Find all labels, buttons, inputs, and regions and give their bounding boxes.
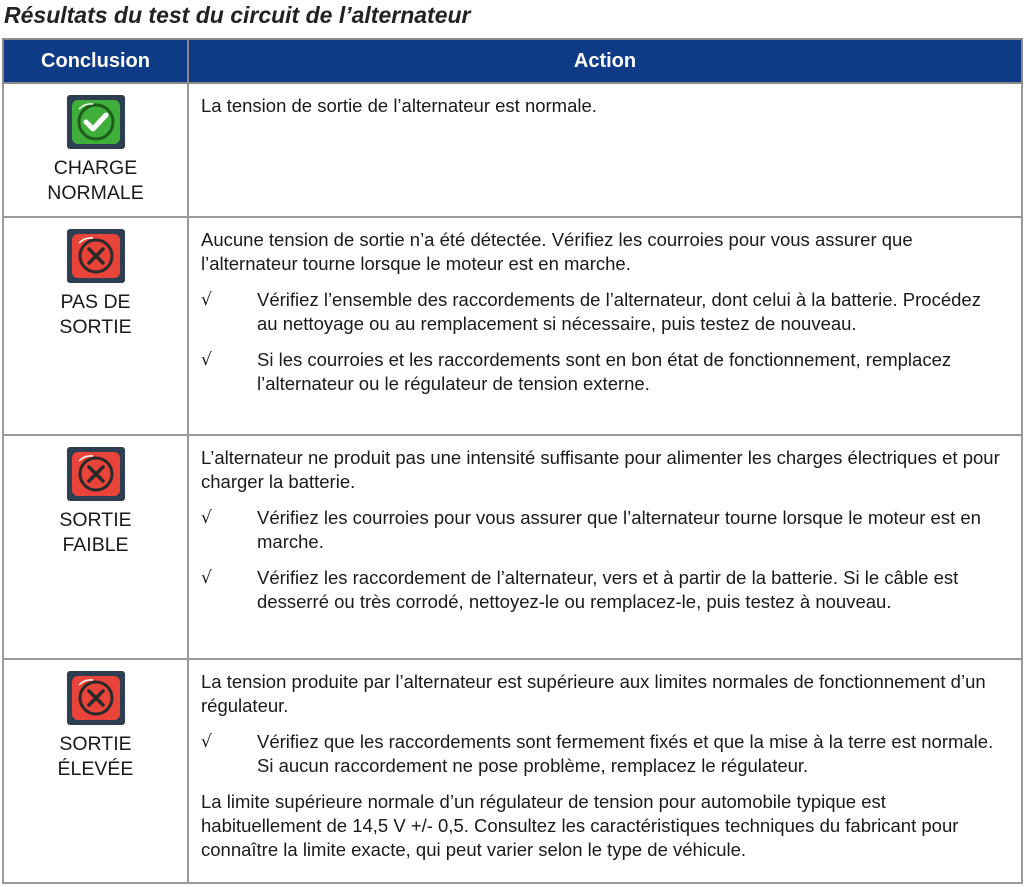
bullet-text: Vérifiez les raccordement de l’alternateur, vers et à partir de la batterie. Si le câble est desserré ou très corrodé, nettoyez-le ou remplacez-le, puis testez à nouveau.: [257, 567, 959, 612]
action-cell: [188, 83, 1022, 217]
checkmark-bullet: √: [201, 350, 212, 370]
bullet-item: [201, 348, 1003, 396]
checkmark-bullet: √: [201, 568, 212, 588]
x-icon: [67, 447, 125, 501]
x-icon: [67, 671, 125, 725]
conclusion-label: SORTIE: [59, 316, 132, 338]
conclusion-cell: [3, 83, 188, 217]
status-badge: [67, 671, 125, 725]
action-text: Aucune tension de sortie n’a été détectée. Vérifiez les courroies pour vous assurer que l’alternateur tourne lorsque le moteur est en marche.: [201, 229, 913, 274]
page-title: Résultats du test du circuit de l’alternateur: [4, 2, 471, 28]
note-text: La limite supérieure normale d’un régulateur de tension pour automobile typique est habituellement de 14,5 V +/- 0,5. Consultez les caractéristiques techniques du fabricant pour connaître la limite exacte, qui peut varier selon le type de véhicule.: [201, 791, 959, 860]
conclusion-label: NORMALE: [47, 182, 144, 204]
table-header-row: [3, 39, 1022, 83]
table-row: [3, 83, 1022, 217]
action-cell: [188, 435, 1022, 659]
conclusion-cell: [3, 217, 188, 435]
checkmark-bullet: √: [201, 732, 212, 752]
status-badge: [67, 229, 125, 283]
header-conclusion: Conclusion: [3, 39, 188, 83]
check-icon: [67, 95, 125, 149]
conclusion-cell: [3, 659, 188, 883]
bullet-text: Vérifiez les courroies pour vous assurer que l’alternateur tourne lorsque le moteur est en marche.: [257, 507, 981, 552]
action-cell: [188, 659, 1022, 883]
table-row: [3, 217, 1022, 435]
header-action: Action: [188, 39, 1022, 83]
checkmark-bullet: √: [201, 508, 212, 528]
conclusion-cell: [3, 435, 188, 659]
checkmark-bullet: √: [201, 290, 212, 310]
action-text: La tension de sortie de l’alternateur est normale.: [201, 95, 597, 116]
conclusion-label: CHARGE: [53, 157, 138, 179]
action-text: L’alternateur ne produit pas une intensité suffisante pour alimenter les charges électriques et pour charger la batterie.: [201, 447, 1000, 492]
status-badge: [67, 447, 125, 501]
bullet-item: [201, 566, 1003, 614]
conclusion-label: ÉLEVÉE: [57, 758, 134, 780]
bullet-item: [201, 506, 1003, 554]
x-icon: [67, 229, 125, 283]
status-badge: [67, 95, 125, 149]
bullet-text: Si les courroies et les raccordements sont en bon état de fonctionnement, remplacez l’alternateur ou le régulateur de tension externe.: [257, 349, 952, 394]
conclusion-label: SORTIE: [59, 509, 132, 531]
conclusion-label: FAIBLE: [62, 534, 129, 556]
conclusion-label: PAS DE: [60, 291, 131, 313]
bullet-text: Vérifiez que les raccordements sont fermement fixés et que la mise à la terre est normale. Si aucun raccordement ne pose problème, remplacez le régulateur.: [257, 731, 994, 776]
action-text: La tension produite par l’alternateur est supérieure aux limites normales de fonctionnement d’un régulateur.: [201, 671, 986, 716]
bullet-item: [201, 288, 1003, 336]
table-row: [3, 659, 1022, 883]
results-table: [2, 38, 1023, 884]
table-row: [3, 435, 1022, 659]
action-cell: [188, 217, 1022, 435]
conclusion-label: SORTIE: [59, 733, 132, 755]
bullet-text: Vérifiez l’ensemble des raccordements de l’alternateur, dont celui à la batterie. Procédez au nettoyage ou au remplacement si nécessaire, puis testez de nouveau.: [257, 289, 981, 334]
bullet-item: [201, 730, 1003, 778]
